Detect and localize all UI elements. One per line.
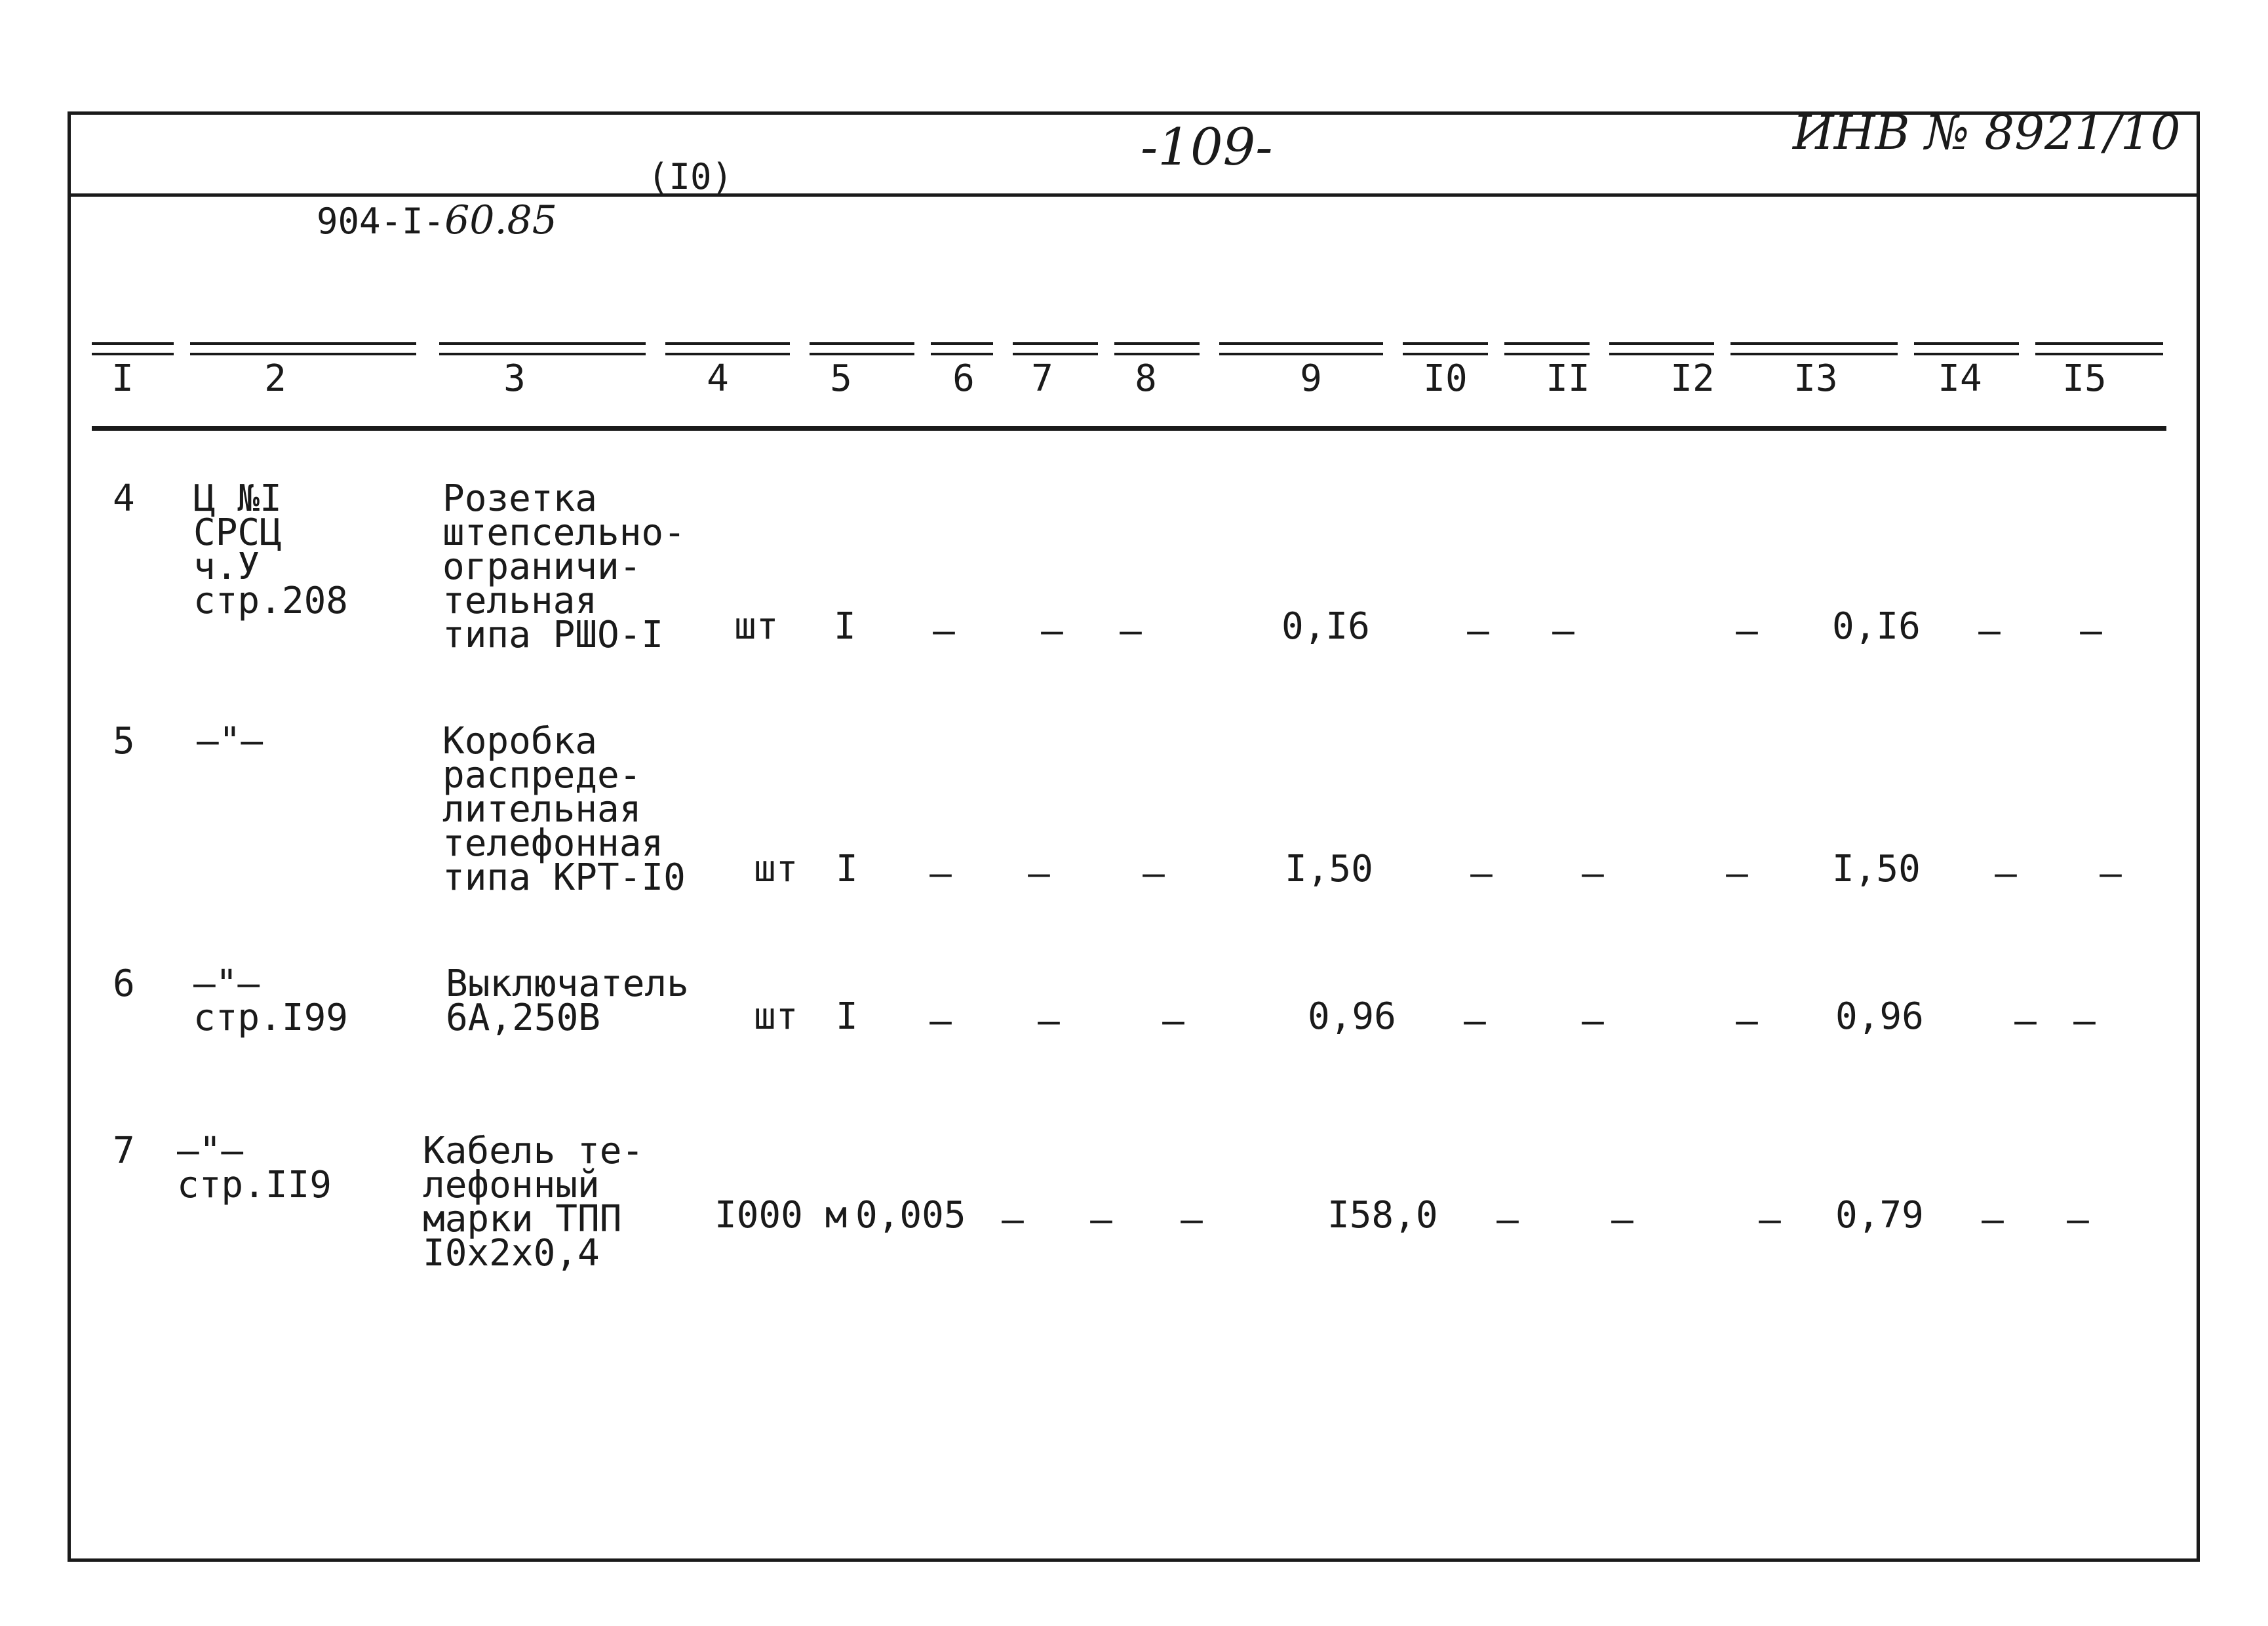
row-c14-value: –	[1978, 610, 2001, 652]
row-c7-value: –	[1090, 1199, 1112, 1241]
row-c11-value: –	[1611, 1199, 1633, 1241]
row-col13-value: I,50	[1832, 848, 1921, 890]
column-rule-15	[2035, 342, 2163, 355]
row-c14-value: –	[1982, 1199, 2004, 1241]
row-number: 6	[113, 962, 135, 1005]
column-rule-10	[1403, 342, 1488, 355]
row-col9-value: I58,0	[1327, 1194, 1438, 1237]
row-c7-value: –	[1028, 852, 1050, 895]
column-rule-8	[1114, 342, 1200, 355]
document-code-handwritten: 60.85	[444, 197, 557, 243]
row-name: Розетка штепсельно- ограничи- тельная типа РШО-I	[442, 477, 686, 656]
column-number: 6	[952, 357, 975, 400]
column-number: 9	[1300, 357, 1322, 400]
column-rule-7	[1013, 342, 1098, 355]
row-c8-value: –	[1181, 1199, 1203, 1241]
document-part: (I0)	[648, 156, 733, 197]
column-rule-9	[1219, 342, 1383, 355]
header-bottom-rule	[92, 426, 2166, 431]
column-number: 8	[1135, 357, 1157, 400]
row-number: 4	[113, 477, 135, 520]
column-number: 2	[264, 357, 286, 400]
row-c10-value: –	[1470, 852, 1493, 895]
column-rule-12	[1609, 342, 1714, 355]
row-reference: –"– стр.II9	[177, 1130, 332, 1206]
page-number: -109-	[1141, 118, 1273, 177]
row-c6-value: –	[933, 610, 955, 652]
row-c14-value: –	[1995, 852, 2017, 895]
row-col13-value: 0,96	[1835, 995, 1924, 1038]
column-number: 3	[503, 357, 526, 400]
row-c6-value: –	[929, 1000, 952, 1042]
row-quantity: I	[834, 605, 856, 648]
column-number: I4	[1938, 357, 1982, 400]
row-quantity: I	[836, 848, 858, 890]
row-unit: шт	[754, 995, 798, 1038]
row-c12-value: –	[1759, 1199, 1781, 1241]
document-code	[274, 156, 557, 243]
row-reference: –"– стр.I99	[193, 962, 349, 1039]
inventory-number: ИНВ № 8921/10	[1793, 105, 2181, 160]
row-col13-value: 0,I6	[1832, 605, 1921, 648]
row-col9-value: I,50	[1285, 848, 1373, 890]
column-rule-3	[439, 342, 646, 355]
column-number: 7	[1031, 357, 1053, 400]
row-unit: I000 м	[714, 1194, 848, 1237]
column-number: I3	[1793, 357, 1838, 400]
column-rule-11	[1504, 342, 1590, 355]
row-c11-value: –	[1552, 610, 1574, 652]
row-c6-value: –	[929, 852, 952, 895]
row-unit: шт	[754, 848, 798, 890]
row-c8-value: –	[1143, 852, 1165, 895]
row-c6-value: –	[1002, 1199, 1024, 1241]
column-number: I5	[2062, 357, 2107, 400]
row-c15-value: –	[2100, 852, 2122, 895]
row-reference: Ц №I СРСЦ ч.У стр.208	[193, 477, 349, 622]
column-rule-13	[1730, 342, 1898, 355]
row-c11-value: –	[1582, 852, 1604, 895]
row-c15-value: –	[2073, 1000, 2096, 1042]
document-code-printed: 904-I-	[317, 201, 445, 242]
column-rule-4	[665, 342, 790, 355]
row-col9-value: 0,I6	[1281, 605, 1370, 648]
row-c7-value: –	[1041, 610, 1063, 652]
row-quantity: 0,005	[855, 1194, 966, 1237]
row-c10-value: –	[1496, 1199, 1519, 1241]
row-quantity: I	[836, 995, 858, 1038]
row-c15-value: –	[2080, 610, 2102, 652]
row-number: 5	[113, 720, 135, 763]
column-number: I	[111, 357, 134, 400]
row-name: Выключатель 6А,250В	[446, 962, 689, 1039]
row-c10-value: –	[1467, 610, 1489, 652]
row-c10-value: –	[1464, 1000, 1486, 1042]
row-name: Кабель те- лефонный марки ТПП I0х2х0,4	[423, 1130, 644, 1275]
row-c12-value: –	[1736, 1000, 1758, 1042]
row-c14-value: –	[2014, 1000, 2037, 1042]
row-c11-value: –	[1582, 1000, 1604, 1042]
row-reference: –"–	[197, 720, 264, 763]
column-rule-14	[1914, 342, 2019, 355]
row-c15-value: –	[2067, 1199, 2089, 1241]
row-c8-value: –	[1120, 610, 1142, 652]
column-number: I0	[1423, 357, 1468, 400]
column-number: II	[1546, 357, 1590, 400]
column-number: I2	[1670, 357, 1715, 400]
column-rule-6	[931, 342, 993, 355]
row-c7-value: –	[1038, 1000, 1060, 1042]
column-rule-1	[92, 342, 174, 355]
column-number: 4	[707, 357, 729, 400]
row-unit: шт	[734, 605, 779, 648]
row-number: 7	[113, 1130, 135, 1172]
page-frame	[68, 111, 2200, 1562]
row-c12-value: –	[1736, 610, 1758, 652]
column-rule-5	[810, 342, 914, 355]
row-col13-value: 0,79	[1835, 1194, 1924, 1237]
row-col9-value: 0,96	[1308, 995, 1396, 1038]
column-rule-2	[190, 342, 416, 355]
row-c12-value: –	[1726, 852, 1748, 895]
row-name: Коробка распреде- лительная телефонная типа КРТ-I0	[442, 720, 686, 899]
row-c8-value: –	[1162, 1000, 1184, 1042]
column-number: 5	[830, 357, 852, 400]
